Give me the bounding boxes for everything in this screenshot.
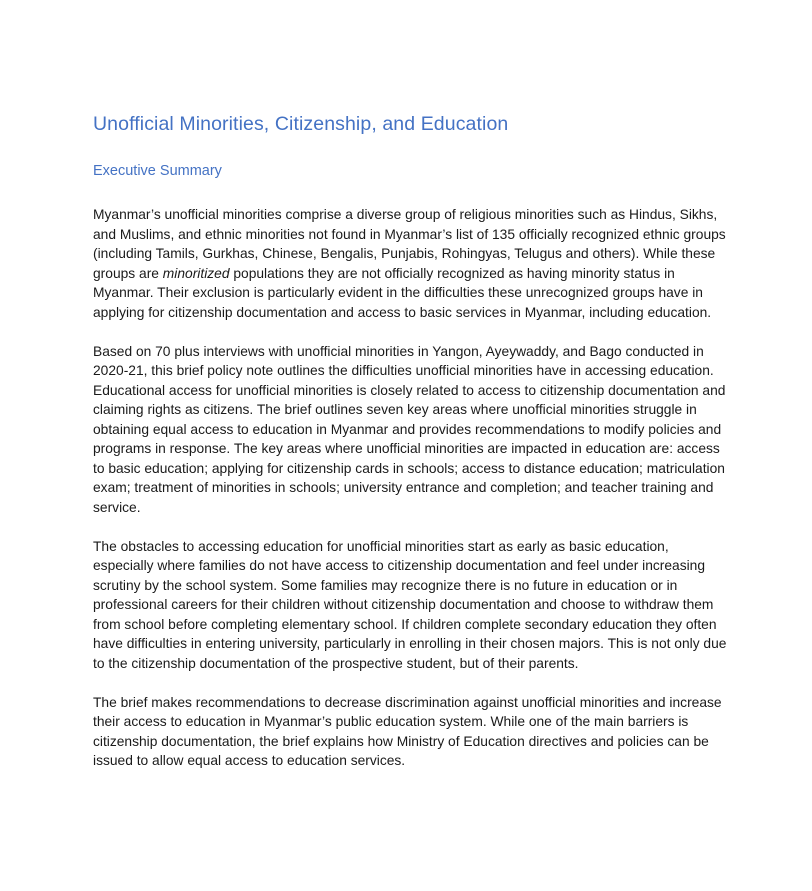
paragraph-1-text-before-italic: Myanmar’s unofficial minorities comprise a diverse group of religious minorities such as Hindus, Sikhs, and Muslims, and ethnic minorities not found in Myanmar’s list of 135 officially recognized ethnic groups (including Tamils, Gurkhas, Chinese, Bengalis, Punjabis, Rohingyas, Telugus and others). While these groups are bbox=[93, 207, 726, 281]
paragraph-1-italic-term: minoritized bbox=[162, 265, 230, 281]
paragraph-4: The brief makes recommendations to decrease discrimination against unofficial minorities and increase their access to education in Myanmar’s public education system. While one of the main barriers is citizenship documentation, the brief explains how Ministry of Education directives and policies can be issued to allow equal access to education services. bbox=[93, 694, 722, 768]
document-content bbox=[93, 112, 729, 771]
paragraph-2: Based on 70 plus interviews with unofficial minorities in Yangon, Ayeywaddy, and Bago conducted in 2020-21, this brief policy note outlines the difficulties unofficial minorities have in accessing education. Educational access for unofficial minorities is closely related to access to citizenship documentation and claiming rights as citizens. The brief outlines seven key areas where unofficial minorities struggle in obtaining equal access to education in Myanmar and provides recommendations to modify policies and programs in response. The key areas where unofficial minorities are impacted in education are: access to basic education; applying for citizenship cards in schools; access to distance education; matriculation exam; treatment of minorities in schools; university entrance and completion; and teacher training and service. bbox=[93, 343, 726, 515]
paragraph-1-text-after-italic: populations they are not officially recognized as having minority status in Myanmar. Their exclusion is particularly evident in the difficulties these unrecognized groups have in applying for citizenship documentation and access to basic services in Myanmar, including education. bbox=[93, 265, 712, 320]
paragraph-3: The obstacles to accessing education for unofficial minorities start as early as basic education, especially where families do not have access to citizenship documentation and feel under increasing scrutiny by the school system. Some families may recognize there is no future in education or in professional careers for their children without citizenship documentation and choose to withdraw them from school before completing elementary school. If children complete secondary education they often have difficulties in entering university, particularly in enrolling in their chosen majors. This is not only due to the citizenship documentation of the prospective student, but of their parents. bbox=[93, 538, 727, 671]
section-heading-executive-summary: Executive Summary bbox=[93, 163, 222, 179]
paragraph-1 bbox=[93, 205, 729, 322]
page-title: Unofficial Minorities, Citizenship, and Education bbox=[93, 113, 509, 135]
